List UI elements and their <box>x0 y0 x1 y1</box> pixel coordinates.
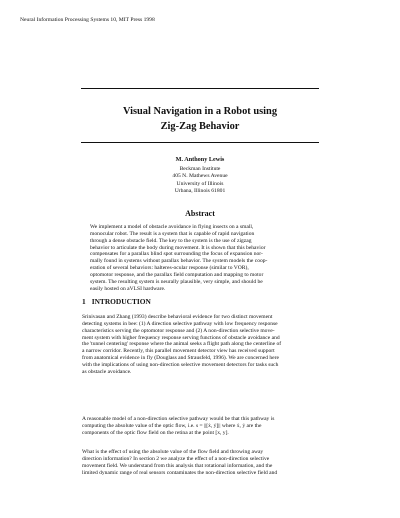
affiliation-line: University of Illinois <box>176 180 224 187</box>
abstract-line: mally found in systems without parallax behavior. The system models the coop- <box>90 258 268 265</box>
section-heading <box>82 297 151 306</box>
title-rule-bottom <box>81 142 319 143</box>
abstract-line: eration of several behaviors: halteres-ocular response (similar to VOR), <box>90 265 249 272</box>
paragraph-line: computing the absolute value of the optic flow, i.e. s = ||[ẋ, ẏ]|| where ẋ, ẏ are the <box>82 422 262 429</box>
author-name: M. Anthony Lewis <box>175 156 225 163</box>
intro-paragraph-1 <box>82 314 322 376</box>
title-line: Zig-Zag Behavior <box>160 120 240 132</box>
paragraph-line: detecting systems in bee: (1) A direction selective pathway with low frequency response <box>82 320 278 327</box>
intro-paragraph-3 <box>82 449 322 476</box>
affiliation-line: 405 N. Mathews Avenue <box>172 173 228 180</box>
paragraph-line: characteristics serving the optomotor response and (2) A non-direction selective move- <box>82 327 275 334</box>
paragraph-line: limited dynamic range of real sensors contaminates the non-direction selective field and <box>82 469 278 476</box>
title-line: Visual Navigation in a Robot using <box>122 106 278 117</box>
paragraph-line: Srinivasan and Zhang (1993) describe behavioral evidence for two distinct movement <box>82 314 273 320</box>
intro-paragraph-2 <box>82 416 322 437</box>
abstract-line: through a dense obstacle field. The key to the system is the use of zigzag <box>90 237 252 244</box>
abstract-line: compensates for a parallax blind spot surrounding the focus of expansion nor- <box>90 251 263 258</box>
paragraph-line: A reasonable model of a non-direction selective pathway would be that this pathway is <box>82 416 275 422</box>
paragraph-line: direction information? In section 2 we analyze the effect of a non-direction selective <box>82 455 270 462</box>
paper-title <box>60 105 340 134</box>
paragraph-line: What is the effect of using the absolute value of the flow field and throwing away <box>82 449 264 455</box>
paragraph-line: components of the optic flow field on the retina at the point [x, y]. <box>82 429 229 436</box>
abstract-body <box>90 224 312 292</box>
abstract-heading: Abstract <box>185 209 215 218</box>
paragraph-line: as obstacle avoidance. <box>82 368 132 375</box>
paragraph-line: the 'tunnel centering' response where the animal seeks a flight path along the centerline of <box>82 341 282 348</box>
author-block <box>100 156 300 195</box>
section-number: 1 <box>82 297 86 306</box>
abstract-line: monocular robot. The result is a system that is capable of rapid navigation <box>90 230 255 237</box>
paragraph-line: ment system with higher frequency response serving functions of obstacle avoidance and <box>82 334 280 341</box>
section-title: INTRODUCTION <box>91 297 151 306</box>
abstract-line: optomotor response, and the parallax field computation and mapping to motor <box>90 271 264 278</box>
paragraph-line: movement field. We understand from this analysis that rotational information, and the <box>82 462 273 469</box>
abstract-line: We implement a model of obstacle avoidance in flying insects on a small, <box>90 224 254 230</box>
abstract-line: system. The resulting system is neurally plausible, very simple, and should be <box>90 278 263 285</box>
abstract-line: behavior to articulate the body during movement. It is shown that this behavior <box>90 244 266 251</box>
title-rule-top <box>81 88 319 89</box>
paragraph-line: a narrow corridor. Recently, this parallel movement detector view has received support <box>82 348 275 355</box>
paragraph-line: with the implications of using non-direction selective movement detectors for tasks such <box>82 361 279 368</box>
affiliation-line: Beckman Institute <box>179 166 221 173</box>
conference-note: Neural Information Processing Systems 10, MIT Press 1998 <box>20 17 155 23</box>
abstract-line: easily hosted on aVLSI hardware. <box>90 285 166 292</box>
affiliation-line: Urbana, Illinois 61801 <box>174 187 226 194</box>
paragraph-line: from anatomical evidence in fly (Douglass and Strausfeld, 1996). We are concerned here <box>82 355 279 362</box>
